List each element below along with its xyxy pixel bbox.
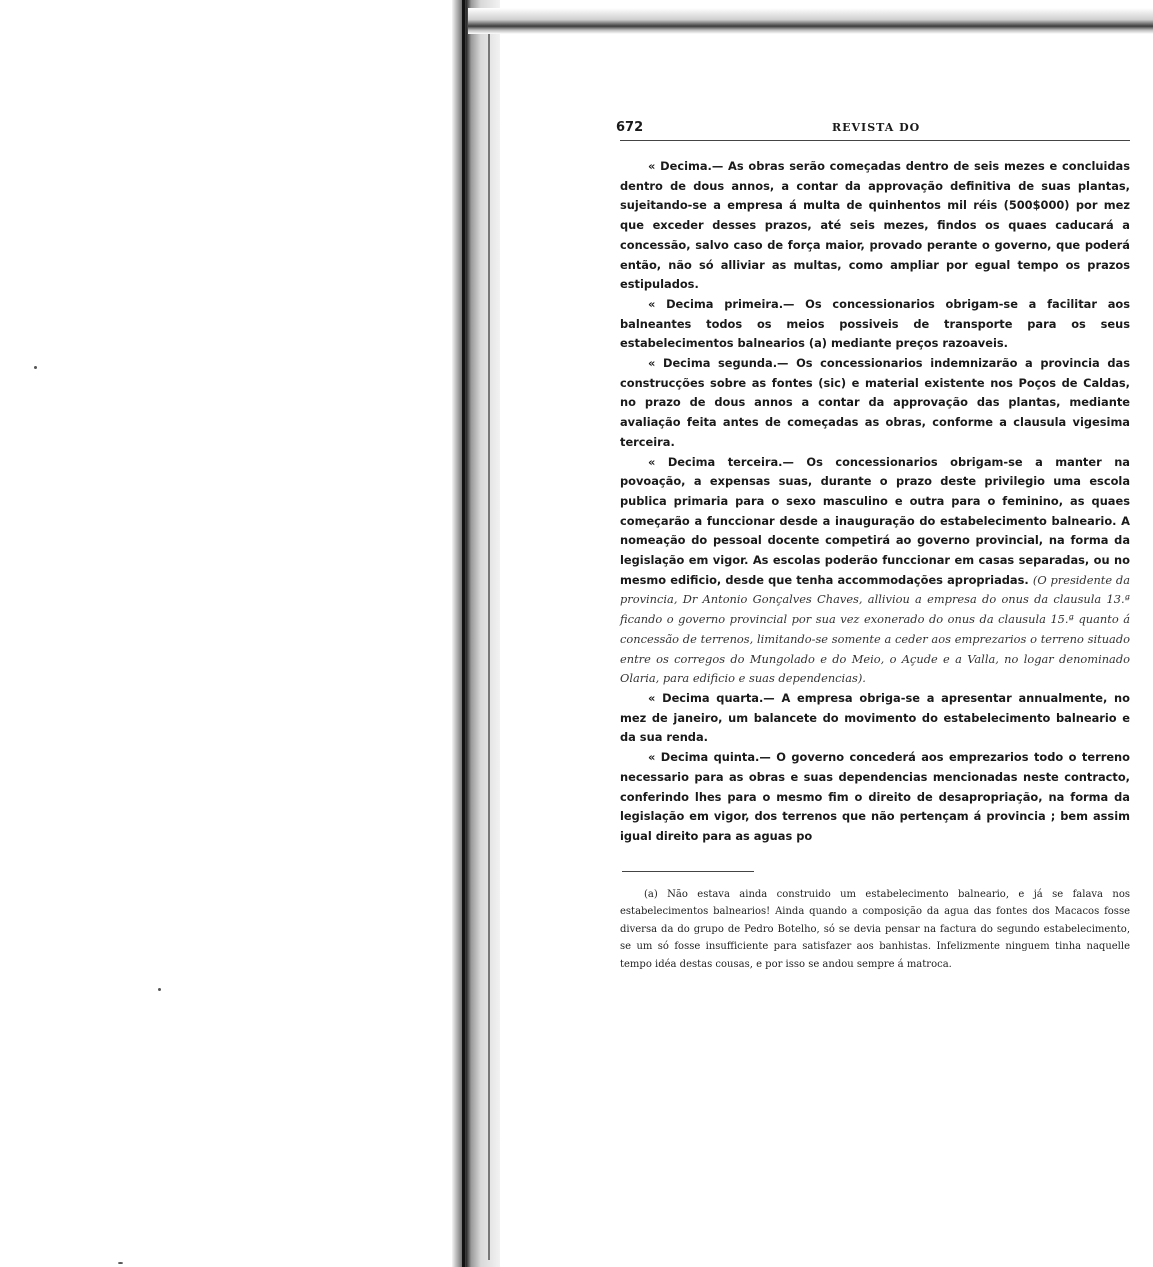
running-head: REVISTA DO (832, 121, 921, 134)
spine-shadow (462, 0, 465, 1267)
clause-decima-terceira (620, 453, 1130, 689)
clause-decima: « Decima.— As obras serão começadas dentro de seis mezes e concluidas dentro de dous annos, a contar da approvação definitiva de suas plantas, sujeitando-se a empresa á multa de quinhentos mil réis (500$000) por mez que exceder desses prazos, até seis mezes, findos os quaes caducará a concessão, salvo caso de força maior, provado perante o governo, que poderá então, não só alliviar as multas, como ampliar por egual tempo os prazos estipulados. (620, 159, 1130, 292)
footnote-rule (622, 871, 754, 872)
clause-decima-primeira: « Decima primeira.— Os concessionarios obrigam-se a facilitar aos balneantes todos os meios possiveis de transporte para os seus estabelecimentos balnearios (a) mediante preços razoaveis. (620, 296, 1130, 351)
clause-decima-segunda: « Decima segunda.— Os concessionarios indemnizarão a provincia das construcções sobre as fontes (sic) e material existente nos Poços de Caldas, no prazo de dous annos a contar da approvação das plantas, mediante avaliação feita antes de começadas as obras, conforme a clausula vigesima terceira. (620, 356, 1130, 449)
footnote (620, 886, 1130, 974)
blank-facing-page (0, 0, 452, 1267)
book-gutter (452, 0, 500, 1267)
clause-decima-terceira-text: « Decima terceira.— Os concessionarios obrigam-se a manter na povoação, a expensas suas, durante o prazo deste privilegio uma escola publica primaria para o sexo masculino e outra para o feminino, as quaes começarão a funccionar desde a inauguração do estabelecimento balneario. A nomeação do pessoal docente competirá ao governo provincial, na forma da legislação em vigor. As escolas poderão funccionar em casas separadas, ou no mesmo edificio, desde que tenha accommodações apropriadas. (620, 454, 1130, 587)
page-top-edge (468, 8, 1153, 34)
ink-speck (34, 366, 37, 369)
page-number: 672 (616, 120, 644, 135)
footnote-text: (a) Não estava ainda construido um estabelecimento balneario, e já se falava nos estabelecimentos balnearios! Ainda quando a composição da agua das fontes dos Macacos fosse diversa da do grupo de Pedro Botelho, só se devia pensar na factura do segundo estabelecimento, se um só fosse insufficiente para satisfazer aos banhistas. Infelizmente ninguem tinha naquelle tempo idéa destas cousas, e por isso se andou sempre á matroca. (620, 888, 1130, 970)
ink-speck (118, 1262, 123, 1264)
clause-decima-quarta: « Decima quarta.— A empresa obriga-se a apresentar annualmente, no mez de janeiro, um balancete do movimento do estabelecimento balneario e da sua renda. (620, 690, 1130, 745)
spine-edge (488, 30, 490, 1260)
clause-decima-quinta: « Decima quinta.— O governo concederá aos emprezarios todo o terreno necessario para as obras e suas dependencias mencionadas neste contracto, conferindo lhes para o mesmo fim o direito de desapropriação, na forma da legislação em vigor, dos terrenos que não pertençam á provincia ; bem assim igual direito para as aguas po (620, 750, 1130, 843)
page-header (616, 118, 1130, 141)
ink-speck (158, 988, 161, 991)
main-text (620, 157, 1130, 847)
printed-page (616, 118, 1131, 974)
president-note: (O presidente da provincia, Dr Antonio Gonçalves Chaves, alliviou a empresa do onus da clausula 13.ª ficando o governo provincial por sua vez exonerado do onus da clausula 15.ª quanto á concessão de terrenos, limitando-se somente a ceder aos emprezarios o terreno situado entre os corregos do Mungolado e do Meio, o Açude e a Valla, no logar denominado Olaria, para edificio e suas dependencias). (620, 572, 1131, 686)
